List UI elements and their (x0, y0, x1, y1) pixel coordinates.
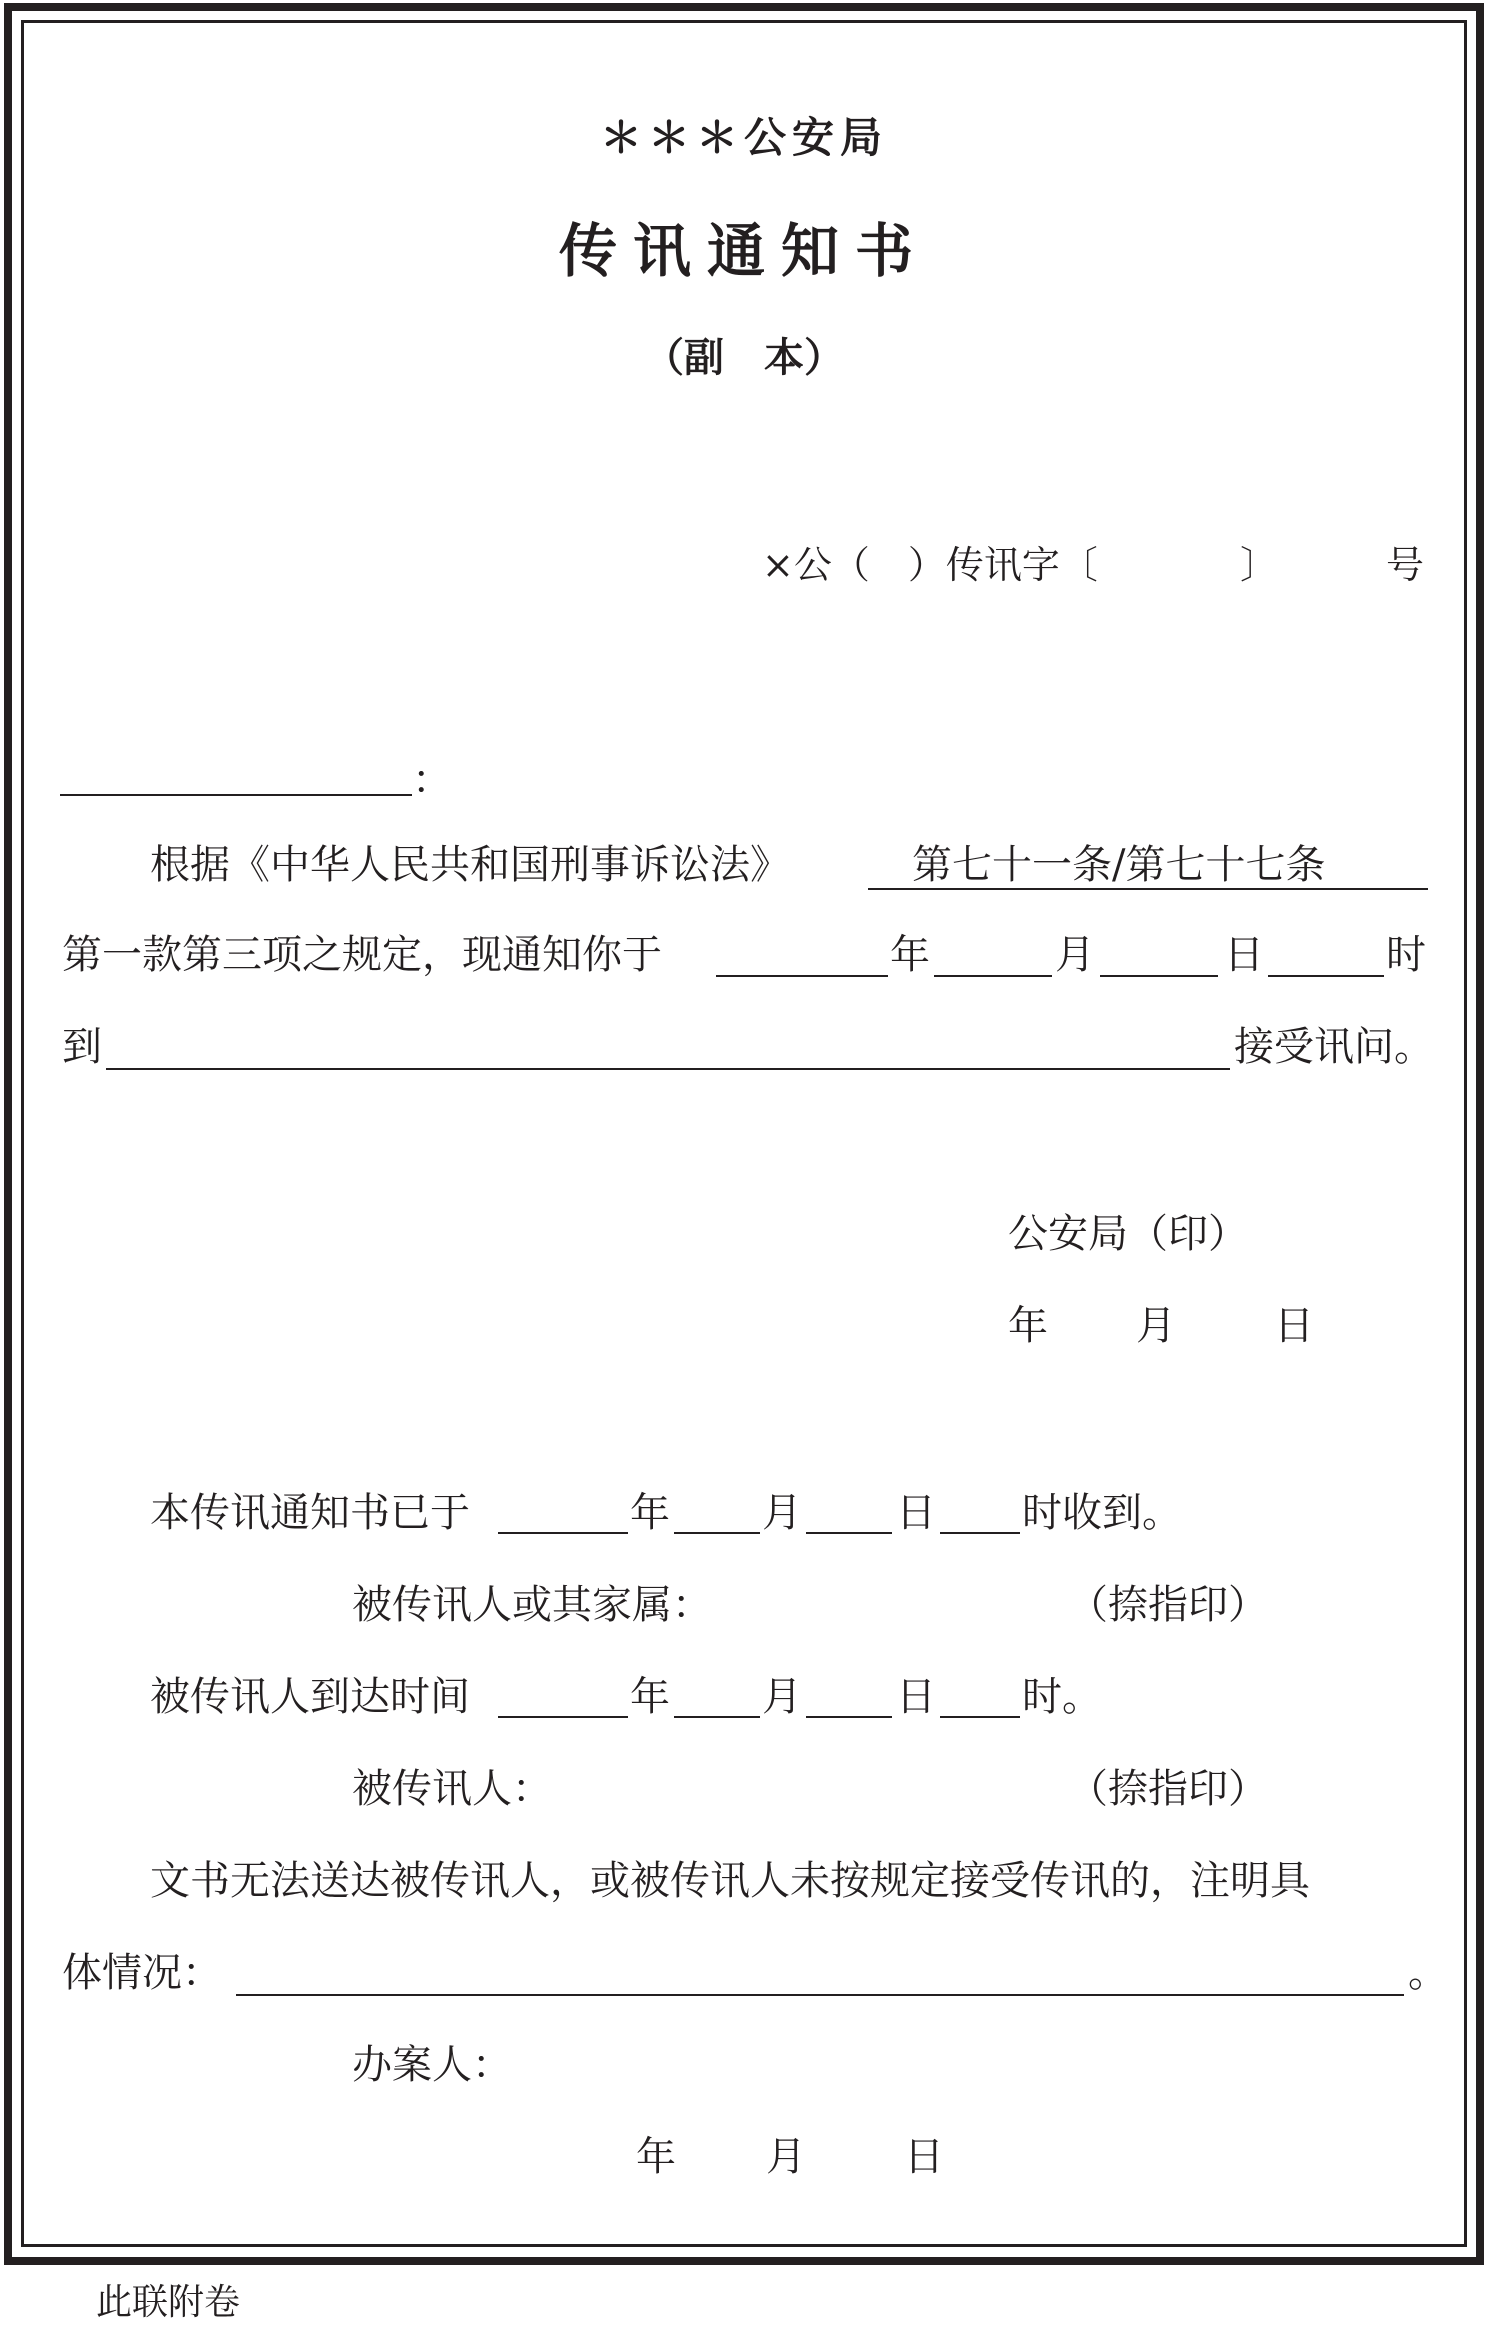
body-line3-prefix: 到 (62, 1024, 102, 1070)
receipt-suffix: 时收到。 (1022, 1490, 1182, 1536)
receipt-day-label: 日 (896, 1490, 936, 1536)
handler-date-day: 日 (904, 2134, 944, 2180)
document-title: 传讯通知书 (558, 217, 929, 285)
article-reference: 第七十一条/第七十七条 (912, 842, 1326, 888)
receipt-year-blank[interactable] (498, 1532, 628, 1534)
signature-day: 日 (1274, 1303, 1314, 1349)
arrival-prefix: 被传讯人到达时间 (150, 1674, 470, 1720)
notice-year-label: 年 (890, 932, 930, 978)
article-underline (868, 888, 1428, 890)
body-line2-prefix: 第一款第三项之规定，现通知你于 (62, 932, 662, 978)
signature-year: 年 (1008, 1303, 1048, 1349)
agency-seal: 公安局（印） (1008, 1211, 1248, 1257)
receipt-hour-blank[interactable] (940, 1532, 1020, 1534)
body-line3-suffix: 接受讯问。 (1234, 1024, 1434, 1070)
notice-month-label: 月 (1055, 932, 1095, 978)
arrival-day-blank[interactable] (806, 1716, 892, 1718)
note-details-blank[interactable] (236, 1994, 1404, 1996)
notice-hour-blank[interactable] (1268, 975, 1384, 977)
note-end: 。 (1408, 1950, 1448, 1996)
notice-day-blank[interactable] (1100, 975, 1218, 977)
body-line1-prefix: 根据《中华人民共和国刑事诉讼法》 (150, 842, 790, 888)
arrival-month-blank[interactable] (674, 1716, 760, 1718)
arrival-month-label: 月 (762, 1674, 802, 1720)
summoned-signature-label: 被传讯人： (352, 1766, 552, 1812)
doc-number-prefix: ×公（ ）传讯字〔 (762, 543, 1098, 587)
receipt-year-label: 年 (630, 1490, 670, 1536)
footer-note: 此联附卷 (96, 2282, 241, 2323)
arrival-day-label: 日 (896, 1674, 936, 1720)
handler-date-month: 月 (766, 2134, 806, 2180)
arrival-suffix: 时。 (1022, 1674, 1102, 1720)
arrival-hour-blank[interactable] (940, 1716, 1020, 1718)
agency-name: ＊＊＊公安局 (599, 113, 888, 162)
arrival-year-blank[interactable] (498, 1716, 628, 1718)
doc-number-suffix: 号 (1386, 543, 1425, 587)
receipt-prefix: 本传讯通知书已于 (150, 1490, 470, 1536)
receipt-day-blank[interactable] (806, 1532, 892, 1534)
handler-date-year: 年 (636, 2134, 676, 2180)
fingerprint-mark-1: （捺指印） (1068, 1582, 1268, 1628)
note-line-1: 文书无法送达被传讯人，或被传讯人未按规定接受传讯的，注明具 (150, 1858, 1310, 1904)
fingerprint-mark-2: （捺指印） (1068, 1766, 1268, 1812)
notice-month-blank[interactable] (934, 975, 1052, 977)
recipient-colon: ： (412, 757, 452, 803)
family-signature-label: 被传讯人或其家属： (352, 1582, 712, 1628)
note-line-2: 体情况： (62, 1950, 222, 1996)
notice-hour-label: 时 (1386, 932, 1426, 978)
receipt-month-label: 月 (762, 1490, 802, 1536)
arrival-year-label: 年 (630, 1674, 670, 1720)
copy-type: （副 本） (644, 334, 844, 381)
location-blank[interactable] (106, 1068, 1230, 1070)
signature-month: 月 (1136, 1303, 1176, 1349)
handler-label: 办案人： (352, 2042, 512, 2088)
doc-number-bracket-close: 〕 (1240, 543, 1279, 587)
notice-day-label: 日 (1224, 932, 1264, 978)
notice-year-blank[interactable] (716, 975, 888, 977)
recipient-blank[interactable] (60, 794, 412, 796)
receipt-month-blank[interactable] (674, 1532, 760, 1534)
